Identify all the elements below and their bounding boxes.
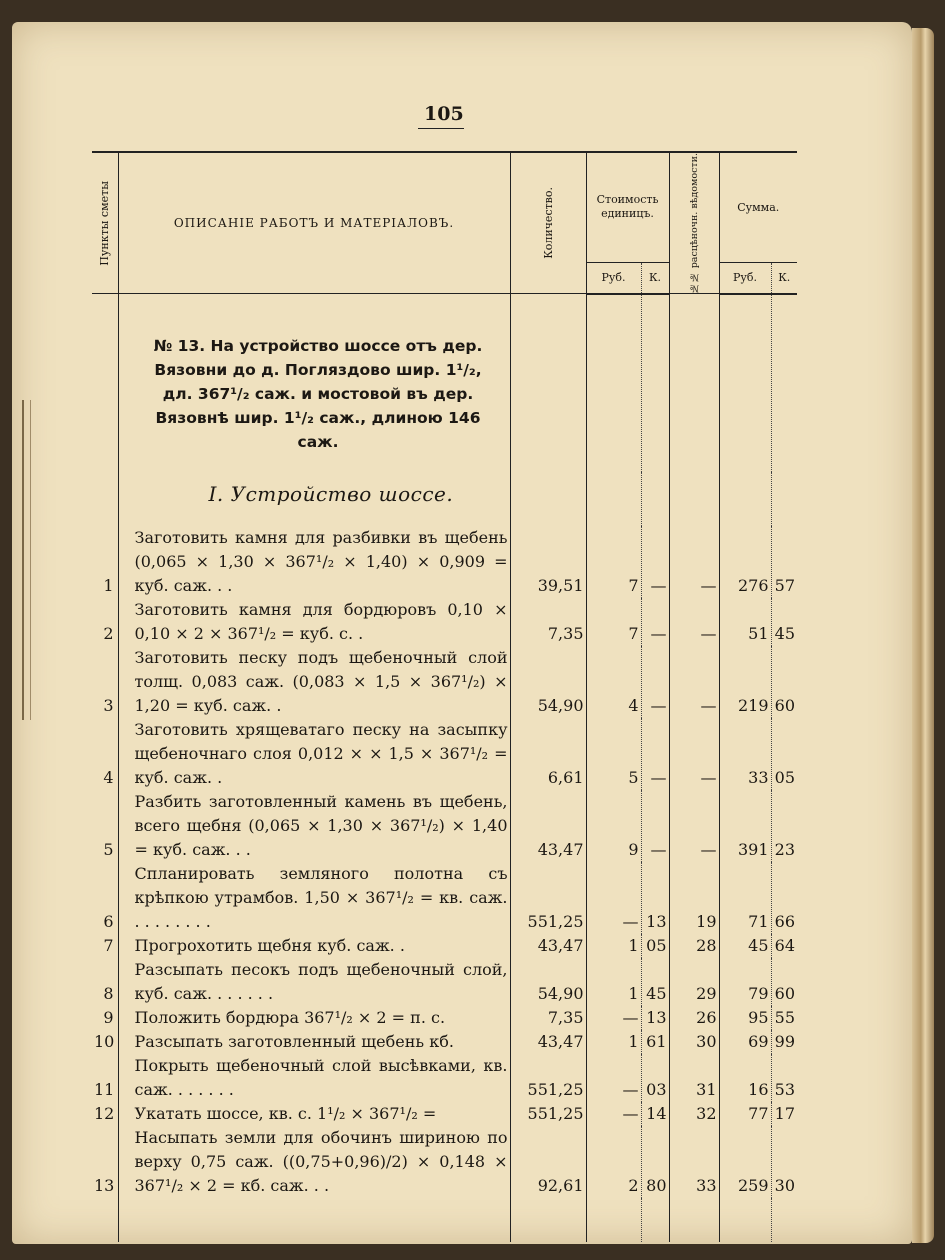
row-unit-rub: 7 bbox=[586, 598, 641, 646]
row-unit-rub: 2 bbox=[586, 1126, 641, 1198]
row-unit-rub: — bbox=[586, 862, 641, 934]
unit-rub-header: Руб. bbox=[586, 262, 641, 294]
col-description-header: ОПИСАНІЕ РАБОТЪ И МАТЕРІАЛОВЪ. bbox=[118, 152, 510, 294]
row-sum-kop: 66 bbox=[771, 862, 797, 934]
row-statement-number: 33 bbox=[669, 1126, 719, 1198]
row-sum-rub: 33 bbox=[719, 718, 771, 790]
row-unit-kop: — bbox=[641, 646, 669, 718]
row-number: 13 bbox=[94, 1176, 115, 1196]
row-number: 1 bbox=[103, 576, 114, 596]
row-unit-rub: — bbox=[586, 1054, 641, 1102]
row-quantity: 43,47 bbox=[510, 1030, 586, 1054]
page-edges bbox=[912, 28, 934, 1243]
row-sum-kop: 55 bbox=[771, 1006, 797, 1030]
row-unit-kop: 13 bbox=[641, 862, 669, 934]
row-unit-rub: 1 bbox=[586, 1030, 641, 1054]
row-unit-rub: 1 bbox=[586, 958, 641, 1006]
row-number: 9 bbox=[103, 1008, 114, 1028]
row-statement-number: 28 bbox=[669, 934, 719, 958]
row-description: Заготовить хрящеватаго песку на засыпку щебеночнаго слоя 0,012 × × 1,5 × 367¹/₂ = куб. саж. . bbox=[118, 718, 510, 790]
row-description: Разбить заготовленный камень въ щебень, всего щебня (0,065 × 1,30 × 367¹/₂) × 1,40 = куб. саж. . . bbox=[118, 790, 510, 862]
row-unit-kop: 03 bbox=[641, 1054, 669, 1102]
row-quantity: 39,51 bbox=[510, 526, 586, 598]
row-statement-number: 19 bbox=[669, 862, 719, 934]
row-description: Положить бордюра 367¹/₂ × 2 = п. с. bbox=[118, 1006, 510, 1030]
row-quantity: 551,25 bbox=[510, 1054, 586, 1102]
row-unit-kop: 45 bbox=[641, 958, 669, 1006]
row-number: 12 bbox=[94, 1104, 115, 1124]
row-statement-number: 32 bbox=[669, 1102, 719, 1126]
row-unit-rub: 9 bbox=[586, 790, 641, 862]
row-quantity: 7,35 bbox=[510, 1006, 586, 1030]
row-statement-number: — bbox=[669, 790, 719, 862]
row-description: Покрыть щебеночный слой высѣвками, кв. саж. . . . . . . bbox=[118, 1054, 510, 1102]
row-statement-number: — bbox=[669, 598, 719, 646]
sum-kop-header: К. bbox=[771, 262, 797, 294]
row-sum-kop: 17 bbox=[771, 1102, 797, 1126]
row-unit-rub: 5 bbox=[586, 718, 641, 790]
row-sum-rub: 79 bbox=[719, 958, 771, 1006]
row-number: 10 bbox=[94, 1032, 115, 1052]
row-unit-kop: — bbox=[641, 598, 669, 646]
row-description: Разсыпать заготовленный щебень кб. bbox=[118, 1030, 510, 1054]
row-quantity: 551,25 bbox=[510, 1102, 586, 1126]
table-row bbox=[92, 718, 797, 790]
row-number: 7 bbox=[103, 936, 114, 956]
row-sum-rub: 51 bbox=[719, 598, 771, 646]
row-quantity: 54,90 bbox=[510, 646, 586, 718]
col-sum-header: Сумма. bbox=[719, 152, 797, 262]
row-description: Разсыпать песокъ подъ щебеночный слой, куб. саж. . . . . . . bbox=[118, 958, 510, 1006]
row-statement-number: 26 bbox=[669, 1006, 719, 1030]
row-unit-rub: 1 bbox=[586, 934, 641, 958]
row-sum-rub: 276 bbox=[719, 526, 771, 598]
row-description: Заготовить песку подъ щебеночный слой толщ. 0,083 саж. (0,083 × 1,5 × 367¹/₂) × 1,20 = куб. саж. . bbox=[118, 646, 510, 718]
col-quantity-header: Количество. bbox=[510, 152, 586, 294]
row-statement-number: — bbox=[669, 646, 719, 718]
row-description: Насыпать земли для обочинъ шириною по верху 0,75 саж. ((0,75+0,96)/2) × 0,148 × 367¹/₂ × 2 = кб. саж. . . bbox=[118, 1126, 510, 1198]
row-unit-rub: 7 bbox=[586, 526, 641, 598]
col-unit-cost-header: Стоимость единицъ. bbox=[586, 152, 669, 262]
row-quantity: 92,61 bbox=[510, 1126, 586, 1198]
table-row bbox=[92, 598, 797, 646]
unit-kop-header: К. bbox=[641, 262, 669, 294]
row-statement-number: — bbox=[669, 718, 719, 790]
table-row bbox=[92, 1102, 797, 1126]
row-statement-number: 29 bbox=[669, 958, 719, 1006]
table-row bbox=[92, 934, 797, 958]
row-sum-kop: 30 bbox=[771, 1126, 797, 1198]
page-number: 105 bbox=[424, 103, 464, 125]
row-unit-rub: 4 bbox=[586, 646, 641, 718]
row-unit-kop: 13 bbox=[641, 1006, 669, 1030]
row-number: 4 bbox=[103, 768, 114, 788]
row-statement-number: — bbox=[669, 526, 719, 598]
row-quantity: 43,47 bbox=[510, 790, 586, 862]
row-statement-number: 30 bbox=[669, 1030, 719, 1054]
row-unit-kop: — bbox=[641, 526, 669, 598]
row-sum-rub: 45 bbox=[719, 934, 771, 958]
col-statement-header: №№ расцѣночн. вѣдомости. bbox=[669, 152, 719, 294]
row-sum-rub: 95 bbox=[719, 1006, 771, 1030]
row-sum-kop: 05 bbox=[771, 718, 797, 790]
estimate-table bbox=[92, 151, 797, 1242]
row-description: Прогрохотить щебня куб. саж. . bbox=[118, 934, 510, 958]
sum-rub-header: Руб. bbox=[719, 262, 771, 294]
row-quantity: 43,47 bbox=[510, 934, 586, 958]
row-statement-number: 31 bbox=[669, 1054, 719, 1102]
row-description: Спланировать земляного полотна съ крѣпкою утрамбов. 1,50 × 367¹/₂ = кв. саж. . . . . . . . . bbox=[118, 862, 510, 934]
table-row bbox=[92, 958, 797, 1006]
row-quantity: 54,90 bbox=[510, 958, 586, 1006]
row-unit-rub: — bbox=[586, 1102, 641, 1126]
row-number: 11 bbox=[94, 1080, 115, 1100]
row-unit-kop: 80 bbox=[641, 1126, 669, 1198]
table-row bbox=[92, 1126, 797, 1198]
row-sum-kop: 57 bbox=[771, 526, 797, 598]
row-description: Укатать шоссе, кв. с. 1¹/₂ × 367¹/₂ = bbox=[118, 1102, 510, 1126]
row-quantity: 551,25 bbox=[510, 862, 586, 934]
row-unit-kop: 05 bbox=[641, 934, 669, 958]
row-number: 5 bbox=[103, 840, 114, 860]
row-unit-kop: 14 bbox=[641, 1102, 669, 1126]
row-unit-rub: — bbox=[586, 1006, 641, 1030]
row-unit-kop: — bbox=[641, 790, 669, 862]
row-unit-kop: 61 bbox=[641, 1030, 669, 1054]
row-sum-kop: 53 bbox=[771, 1054, 797, 1102]
row-number: 2 bbox=[103, 624, 114, 644]
binding-thread bbox=[22, 400, 31, 720]
row-sum-rub: 391 bbox=[719, 790, 771, 862]
table-row bbox=[92, 526, 797, 598]
row-unit-kop: — bbox=[641, 718, 669, 790]
row-sum-rub: 16 bbox=[719, 1054, 771, 1102]
row-sum-rub: 71 bbox=[719, 862, 771, 934]
table-row bbox=[92, 646, 797, 718]
page-number-rule bbox=[418, 128, 464, 129]
section-heading: I. Устройство шоссе. bbox=[118, 472, 510, 526]
row-sum-kop: 60 bbox=[771, 646, 797, 718]
table-row bbox=[92, 1006, 797, 1030]
table-row bbox=[92, 1054, 797, 1102]
row-sum-kop: 23 bbox=[771, 790, 797, 862]
row-number: 8 bbox=[103, 984, 114, 1004]
row-number: 6 bbox=[103, 912, 114, 932]
table-row bbox=[92, 1030, 797, 1054]
col-items-header: Пункты сметы bbox=[92, 152, 118, 294]
table-row bbox=[92, 862, 797, 934]
row-sum-rub: 259 bbox=[719, 1126, 771, 1198]
row-sum-kop: 60 bbox=[771, 958, 797, 1006]
row-sum-kop: 99 bbox=[771, 1030, 797, 1054]
row-quantity: 6,61 bbox=[510, 718, 586, 790]
row-quantity: 7,35 bbox=[510, 598, 586, 646]
estimate-title: № 13. На устройство шоссе отъ дер. Вязовни до д. Погляздово шир. 1¹/₂, дл. 367¹/₂ саж. и мостовой въ дер. Вязовнѣ шир. 1¹/₂ саж., длиною 146 саж. bbox=[118, 294, 510, 473]
row-description: Заготовить камня для разбивки въ щебень (0,065 × 1,30 × 367¹/₂ × 1,40) × 0,909 = куб. саж. . . bbox=[118, 526, 510, 598]
row-sum-rub: 77 bbox=[719, 1102, 771, 1126]
row-description: Заготовить камня для бордюровъ 0,10 × 0,10 × 2 × 367¹/₂ = куб. с. . bbox=[118, 598, 510, 646]
row-sum-rub: 69 bbox=[719, 1030, 771, 1054]
row-sum-kop: 45 bbox=[771, 598, 797, 646]
table-row bbox=[92, 790, 797, 862]
row-number: 3 bbox=[103, 696, 114, 716]
row-sum-kop: 64 bbox=[771, 934, 797, 958]
row-sum-rub: 219 bbox=[719, 646, 771, 718]
